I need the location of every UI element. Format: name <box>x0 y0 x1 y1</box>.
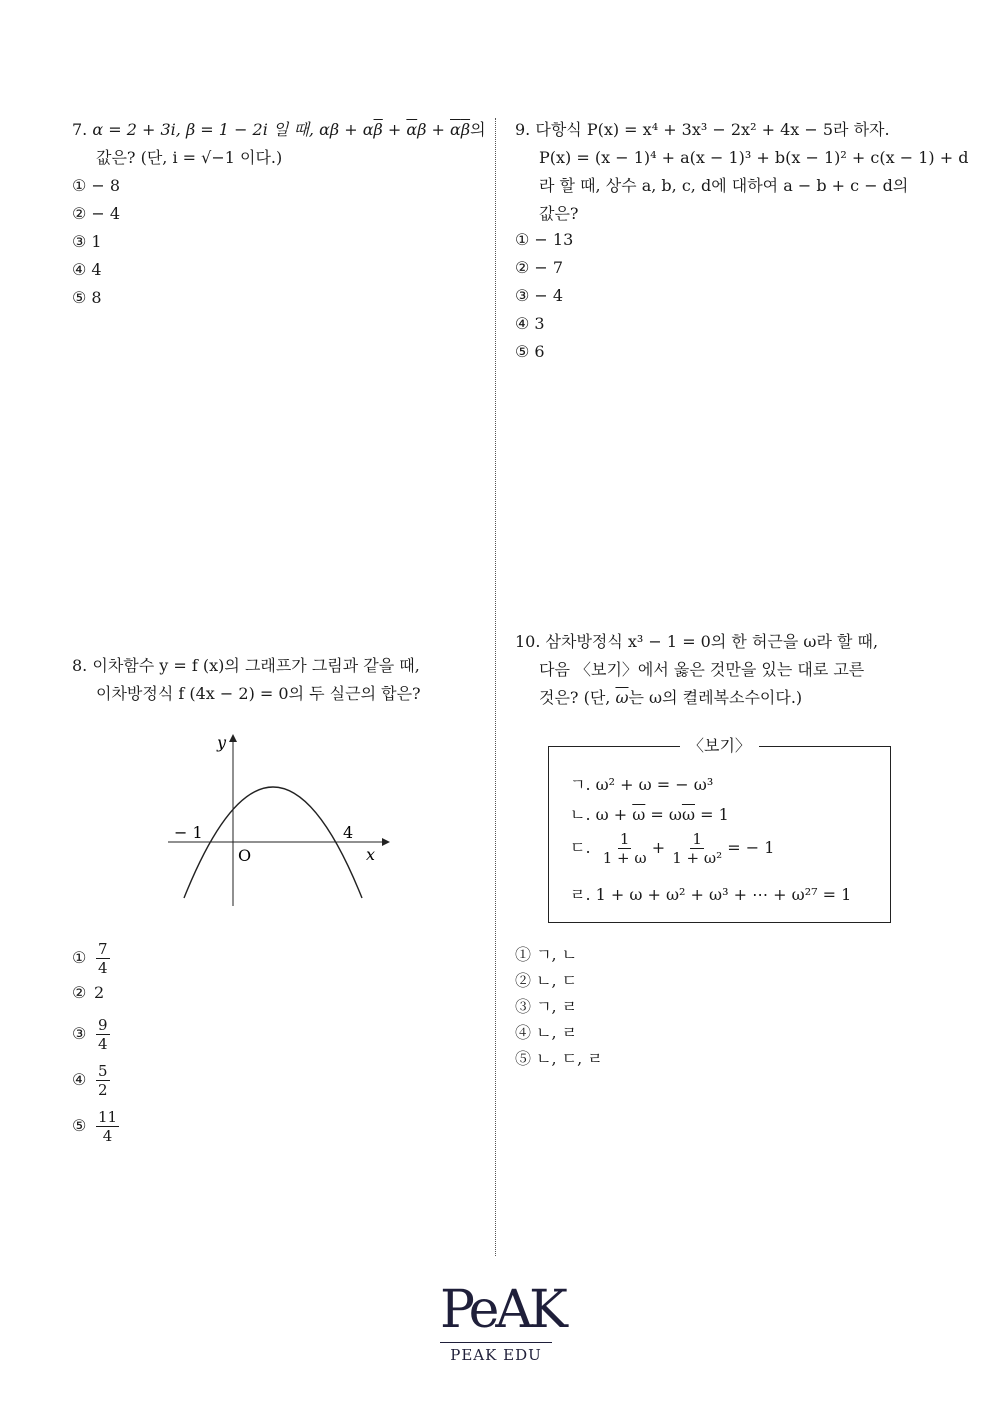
q8-line1: 8. 이차함수 y = f (x)의 그래프가 그림과 같을 때, <box>72 656 420 675</box>
right-root-label: 4 <box>343 823 354 842</box>
fraction: $\frac{11}{4}$ <box>98 1108 118 1145</box>
q8-number: 8. <box>72 656 88 675</box>
bogi-item-d: ㄹ. 1 + ω + ω² + ω³ + ⋯ + ω²⁷ = 1 <box>570 885 852 904</box>
choice-2[interactable]: ② − 7 <box>515 258 564 277</box>
peak-logo-mark: PeAK <box>440 1280 564 1340</box>
q9-line3: 라 할 때, 상수 a, b, c, d에 대하여 a − b + c − d의 <box>539 176 909 195</box>
fraction: $\frac{1}{\text{1 + ω²}}$ <box>672 830 723 867</box>
choice-3[interactable]: ③ $\frac{9}{4}$ <box>72 1016 108 1053</box>
q10-line2: 다음 〈보기〉에서 옳은 것만을 있는 대로 고른 <box>539 660 865 679</box>
peak-logo-text: PEAK EDU <box>440 1342 552 1364</box>
q10-line1: 10. 삼차방정식 x³ − 1 = 0의 한 허근을 ω라 할 때, <box>515 632 879 651</box>
q9-choices <box>515 226 573 366</box>
choice-3[interactable]: ③ − 4 <box>515 286 564 305</box>
fraction: $\frac{5}{2}$ <box>98 1062 108 1099</box>
left-root-label: − 1 <box>174 823 203 842</box>
q9-line1: 9. 다항식 P(x) = x⁴ + 3x³ − 2x² + 4x − 5라 하자. <box>515 120 890 139</box>
q7-number: 7. <box>72 120 88 139</box>
choice-2[interactable]: ② 2 <box>72 983 105 1002</box>
choice-5[interactable]: ⑤ 6 <box>515 342 545 361</box>
choice-4[interactable]: ④ 3 <box>515 314 545 333</box>
bogi-title: 〈보기〉 <box>680 734 759 758</box>
origin-label: O <box>238 846 252 865</box>
bogi-item-c: ㄷ. $\frac{1}{1 + \omega}$ + $\frac{1}{\text{1 + ω²}}$ = − 1 <box>570 830 775 867</box>
x-axis-arrow <box>382 838 390 846</box>
y-axis-arrow <box>229 734 237 742</box>
y-axis-label: y <box>217 733 227 752</box>
q9-line2: P(x) = (x − 1)⁴ + a(x − 1)³ + b(x − 1)² + c(x − 1) + d <box>539 148 969 167</box>
choice-2[interactable]: ② ㄴ, ㄷ <box>515 971 578 990</box>
question-10 <box>515 628 878 712</box>
q9-number: 9. <box>515 120 531 139</box>
q9-line4: 값은? <box>539 204 579 223</box>
choice-3[interactable]: ③ 1 <box>72 232 102 251</box>
question-8 <box>72 652 421 708</box>
q7-choices <box>72 172 120 312</box>
q8-choices <box>72 940 119 1154</box>
column-divider <box>495 118 496 1256</box>
choice-5[interactable]: ⑤ ㄴ, ㄷ, ㄹ <box>515 1049 603 1068</box>
x-axis-label: x <box>366 845 376 864</box>
choice-4[interactable]: ④ ㄴ, ㄹ <box>515 1023 578 1042</box>
peak-logo <box>440 1280 564 1364</box>
question-9 <box>515 116 968 228</box>
q10-number: 10. <box>515 632 541 651</box>
choice-4[interactable]: ④ 4 <box>72 260 102 279</box>
choice-5[interactable]: ⑤ 8 <box>72 288 102 307</box>
choice-3[interactable]: ③ ㄱ, ㄹ <box>515 997 578 1016</box>
choice-1[interactable]: ① $\frac{7}{4}$ <box>72 940 108 977</box>
fraction: $\frac{1}{1 + \omega}$ <box>602 830 647 867</box>
choice-2[interactable]: ② − 4 <box>72 204 121 223</box>
choice-5[interactable]: ⑤ $\frac{11}{4}$ <box>72 1108 118 1145</box>
q8-line2: 이차방정식 f (4x − 2) = 0의 두 실근의 합은? <box>96 684 421 703</box>
q10-line3: 것은? (단, $\overline{\omega}$는 ω의 켤레복소수이다.) <box>539 688 803 707</box>
bogi-item-a: ㄱ. ω² + ω = − ω³ <box>570 775 714 794</box>
choice-4[interactable]: ④ $\frac{5}{2}$ <box>72 1062 108 1099</box>
bogi-item-b: ㄴ. $\omega + \overline{\omega} = \omega\overline{\omega} = 1$ <box>570 805 729 824</box>
parabola-graph <box>160 728 390 913</box>
fraction: $\frac{9}{4}$ <box>98 1016 108 1053</box>
q7-line2: 값은? (단, i = √−1 이다.) <box>96 148 283 167</box>
choice-1[interactable]: ① − 8 <box>72 176 121 195</box>
choice-1[interactable]: ① ㄱ, ㄴ <box>515 945 578 964</box>
choice-1[interactable]: ① − 13 <box>515 230 574 249</box>
question-7 <box>72 116 486 172</box>
q7-line1: 7. α = 2 + 3i, β = 1 − 2i 일 때, $\alpha\beta + \alpha\overline{\beta} + \overline{\alpha}\beta + \overline{\alpha}\overline{\beta}$의 <box>72 120 486 139</box>
fraction: $\frac{7}{4}$ <box>98 940 108 977</box>
q10-choices <box>515 942 603 1072</box>
